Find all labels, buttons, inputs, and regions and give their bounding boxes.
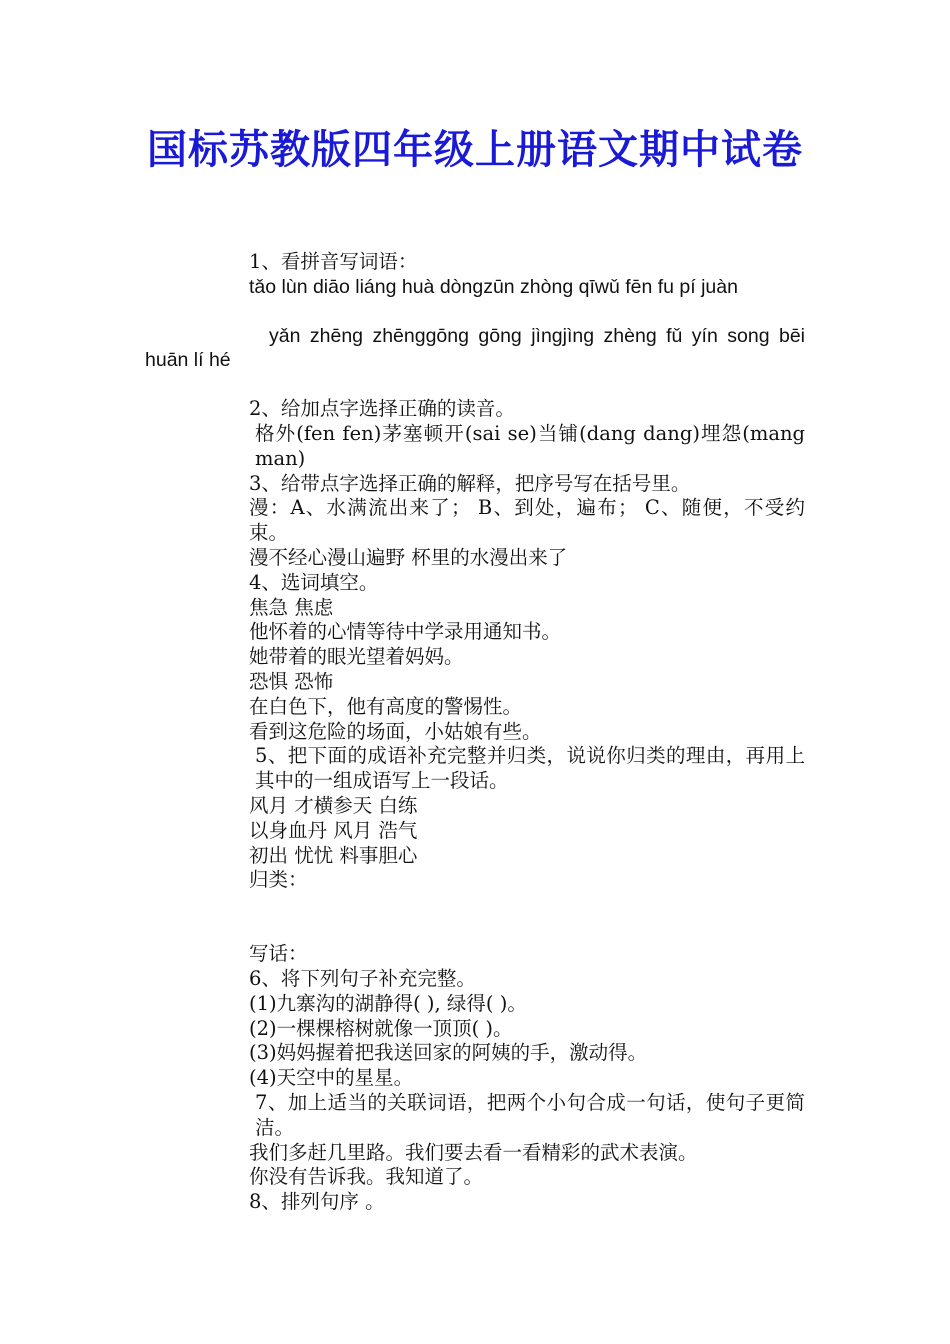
question-6-heading: 6、将下列句子补充完整。 — [249, 966, 476, 990]
question-1-pinyin-line-2: yǎn zhēng zhēnggōng gōng jìngjìng zhèng fǔ yín song bēi — [269, 324, 805, 347]
question-4-word-pair-1: 焦急 焦虑 — [249, 595, 334, 619]
question-6-item-3: (3)妈妈握着把我送回家的阿姨的手，激动得。 — [249, 1041, 648, 1065]
question-6-item-4: (4)天空中的星星。 — [249, 1066, 414, 1090]
question-3-heading: 3、给带点字选择正确的解释，把序号写在括号里。 — [249, 471, 691, 495]
question-4-sentence-1: 他怀着的心情等待中学录用通知书。 — [249, 620, 562, 644]
question-1-pinyin-line-1: tǎo lùn diāo liáng huà dòngzūn zhòng qīwǔ fēn fu pí juàn — [249, 275, 738, 298]
page-title: 国标苏教版四年级上册语文期中试卷 — [147, 127, 803, 173]
question-2-heading: 2、给加点字选择正确的读音。 — [249, 397, 515, 421]
question-1-heading: 1、看拼音写词语： — [249, 250, 418, 273]
question-4-sentence-3: 在白色下，他有高度的警惕性。 — [249, 694, 523, 718]
question-1-pinyin-line-2-cont: huān lí hé — [145, 349, 231, 372]
question-4-sentence-2: 她带着的眼光望着妈妈。 — [249, 645, 464, 669]
question-5-row-2: 以身血丹 风月 浩气 — [249, 818, 418, 842]
exam-body — [145, 250, 805, 1215]
question-2-line: 格外(fen fen)茅塞顿开(sai se)当铺(dang dang)埋怨(mang man) — [255, 421, 805, 470]
question-3-words: 漫不经心漫山遍野 杯里的水漫出来了 — [249, 545, 568, 569]
question-4-heading: 4、选词填空。 — [249, 570, 379, 594]
question-4-word-pair-2: 恐惧 恐怖 — [249, 669, 334, 693]
question-7-heading: 7、加上适当的关联词语，把两个小句合成一句话，使句子更简洁。 — [255, 1090, 805, 1139]
question-7-item-1: 我们多赶几里路。我们要去看一看精彩的武术表演。 — [249, 1140, 698, 1164]
question-5-write-label: 写话： — [249, 942, 308, 966]
question-4-sentence-4: 看到这危险的场面，小姑娘有些。 — [249, 719, 542, 743]
question-3-definitions: 漫：A、水满流出来了； B、到处，遍布； C、随便，不受约束。 — [249, 496, 805, 545]
question-7-item-2: 你没有告诉我。我知道了。 — [249, 1165, 484, 1189]
question-5-classify-label: 归类： — [249, 868, 308, 892]
question-5-row-1: 风月 才横参天 白练 — [249, 793, 418, 817]
question-8-heading: 8、排列句序 。 — [249, 1190, 385, 1214]
question-5-heading: 5、把下面的成语补充完整并归类，说说你归类的理由，再用上其中的一组成语写上一段话。 — [255, 744, 805, 793]
question-6-item-1: (1)九寨沟的湖静得( ), 绿得( )。 — [249, 991, 527, 1015]
question-6-item-2: (2)一棵棵榕树就像一顶顶( )。 — [249, 1016, 513, 1040]
question-5-row-3: 初出 忧忧 料事胆心 — [249, 843, 418, 867]
